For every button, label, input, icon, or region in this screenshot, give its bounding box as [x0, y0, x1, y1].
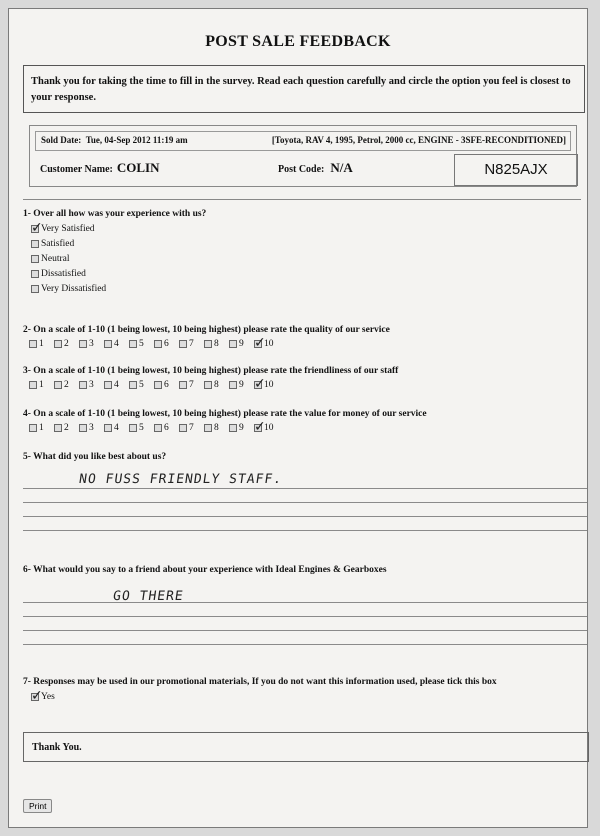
post-code-label: Post Code: [278, 164, 325, 175]
checkbox[interactable] [229, 340, 237, 348]
check-icon: ✓ [254, 376, 266, 392]
answer-line [23, 488, 587, 489]
option-label: Very Dissatisfied [41, 284, 107, 294]
check-icon: ✓ [254, 419, 266, 435]
checkbox[interactable] [54, 424, 62, 432]
scale-label: 5 [139, 423, 144, 433]
scale-option[interactable] [79, 423, 104, 433]
scale-option[interactable] [54, 423, 79, 433]
answer-line [23, 630, 587, 631]
scale-label: 4 [114, 423, 119, 433]
checkbox[interactable] [29, 424, 37, 432]
scale-option[interactable] [229, 380, 254, 390]
scale-option[interactable] [79, 380, 104, 390]
scale-label: 1 [39, 380, 44, 390]
scale-label: 1 [39, 423, 44, 433]
scale-label: 6 [164, 380, 169, 390]
vehicle-details: [Toyota, RAV 4, 1995, Petrol, 2000 cc, ENGINE - 3SFE-RECONDITIONED] [271, 135, 566, 145]
checkbox[interactable] [29, 381, 37, 389]
scale-label: 2 [64, 423, 69, 433]
answer-line [23, 530, 587, 531]
checkbox[interactable] [104, 381, 112, 389]
scale-option[interactable] [254, 335, 279, 351]
scale-label: 8 [214, 380, 219, 390]
question-2: 2- On a scale of 1-10 (1 being lowest, 10 being highest) please rate the quality of our service [23, 325, 390, 335]
post-code-value: N/A [330, 160, 353, 175]
scale-option[interactable] [154, 380, 179, 390]
print-button[interactable]: Print [23, 799, 52, 813]
scale-label: 9 [239, 423, 244, 433]
scale-option[interactable] [179, 339, 204, 349]
question-4: 4- On a scale of 1-10 (1 being lowest, 10 being highest) please rate the value for money of our service [23, 409, 427, 419]
scale-option[interactable] [154, 339, 179, 349]
scale-option[interactable] [29, 423, 54, 433]
scale-option[interactable] [204, 423, 229, 433]
question-3: 3- On a scale of 1-10 (1 being lowest, 10 being highest) please rate the friendliness of our staff [23, 366, 399, 376]
scale-label: 10 [264, 423, 274, 433]
option-label: Yes [41, 692, 55, 702]
checkbox[interactable] [31, 688, 43, 704]
checkbox[interactable] [179, 424, 187, 432]
check-icon: ✓ [254, 335, 266, 351]
sale-info-box [29, 125, 577, 187]
checkbox[interactable] [79, 340, 87, 348]
sold-date-value: Tue, 04-Sep 2012 11:19 am [85, 135, 188, 145]
scale-label: 8 [214, 339, 219, 349]
scale-option[interactable] [179, 380, 204, 390]
scale-label: 7 [189, 380, 194, 390]
checkbox[interactable] [179, 381, 187, 389]
checkbox[interactable] [31, 285, 39, 293]
question-1: 1- Over all how was your experience with us? [23, 209, 207, 219]
registration-box: N825AJX [454, 154, 578, 186]
customer-name-label: Customer Name: [40, 164, 113, 175]
post-code [278, 160, 353, 176]
checkbox[interactable] [229, 424, 237, 432]
checkbox[interactable] [129, 424, 137, 432]
scale-label: 9 [239, 339, 244, 349]
scale-label: 9 [239, 380, 244, 390]
answer-line [23, 602, 587, 603]
scale-option[interactable] [229, 339, 254, 349]
scale-option[interactable] [129, 339, 154, 349]
question-1-option[interactable] [31, 254, 70, 264]
scale-label: 10 [264, 380, 274, 390]
option-label: Satisfied [41, 239, 75, 249]
question-4-scale [29, 419, 279, 435]
option-label: Very Satisfied [41, 224, 95, 234]
checkbox[interactable] [79, 381, 87, 389]
checkbox[interactable] [129, 381, 137, 389]
scale-label: 1 [39, 339, 44, 349]
checkbox[interactable] [31, 255, 39, 263]
scale-label: 7 [189, 339, 194, 349]
checkbox[interactable] [104, 424, 112, 432]
question-1-option[interactable] [31, 220, 95, 236]
checkbox[interactable] [129, 340, 137, 348]
checkbox[interactable] [254, 419, 266, 435]
scale-option[interactable] [129, 423, 154, 433]
answer-line [23, 644, 587, 645]
scale-label: 3 [89, 339, 94, 349]
scale-label: 2 [64, 380, 69, 390]
option-label: Neutral [41, 254, 70, 264]
answer-line [23, 516, 587, 517]
feedback-form [8, 8, 588, 828]
scale-label: 6 [164, 423, 169, 433]
option-label: Dissatisfied [41, 269, 86, 279]
scale-label: 3 [89, 423, 94, 433]
scale-option[interactable] [29, 380, 54, 390]
scale-option[interactable] [29, 339, 54, 349]
sold-date [41, 135, 188, 145]
checkbox[interactable] [31, 270, 39, 278]
question-1-option[interactable] [31, 239, 74, 249]
intro-box: Thank you for taking the time to fill in the survey. Read each question carefully and circle the option you feel is closest to your response. [23, 65, 585, 113]
sold-date-row [35, 131, 571, 151]
scale-label: 5 [139, 380, 144, 390]
scale-option[interactable] [254, 376, 279, 392]
question-1-option[interactable] [31, 284, 106, 294]
scale-option[interactable] [54, 380, 79, 390]
answer-line [23, 616, 587, 617]
checkbox[interactable] [204, 340, 212, 348]
checkbox[interactable] [29, 340, 37, 348]
customer-name-value: COLIN [116, 160, 160, 175]
checkbox[interactable] [204, 424, 212, 432]
scale-label: 2 [64, 339, 69, 349]
checkbox[interactable] [54, 340, 62, 348]
scale-option[interactable] [79, 339, 104, 349]
scale-label: 3 [89, 380, 94, 390]
answer-line [23, 502, 587, 503]
question-5-answer[interactable]: NO FUSS FRIENDLY STAFF. [77, 472, 284, 487]
scale-label: 4 [114, 339, 119, 349]
checkbox[interactable] [31, 220, 43, 236]
scale-option[interactable] [179, 423, 204, 433]
scale-label: 5 [139, 339, 144, 349]
check-icon: ✓ [31, 220, 43, 236]
checkbox[interactable] [204, 381, 212, 389]
scale-label: 10 [264, 339, 274, 349]
sold-date-label: Sold Date: [41, 135, 82, 145]
question-1-option[interactable] [31, 269, 86, 279]
scale-option[interactable] [104, 423, 129, 433]
scale-option[interactable] [204, 380, 229, 390]
scale-option[interactable] [154, 423, 179, 433]
question-6: 6- What would you say to a friend about your experience with Ideal Engines & Gearboxes [23, 565, 387, 575]
scale-label: 8 [214, 423, 219, 433]
checkbox[interactable] [104, 340, 112, 348]
question-2-scale [29, 335, 279, 351]
checkbox[interactable] [54, 381, 62, 389]
question-5: 5- What did you like best about us? [23, 452, 167, 462]
scale-option[interactable] [204, 339, 229, 349]
scale-label: 6 [164, 339, 169, 349]
checkbox[interactable] [229, 381, 237, 389]
checkbox[interactable] [31, 240, 39, 248]
scale-label: 4 [114, 380, 119, 390]
scale-option[interactable] [104, 380, 129, 390]
question-7-option[interactable] [31, 688, 55, 704]
page-title: POST SALE FEEDBACK [205, 33, 391, 50]
checkbox[interactable] [154, 381, 162, 389]
checkbox[interactable] [254, 376, 266, 392]
scale-option[interactable] [129, 380, 154, 390]
thank-you-box: Thank You. [23, 732, 589, 762]
checkbox[interactable] [154, 424, 162, 432]
checkbox[interactable] [154, 340, 162, 348]
question-3-scale [29, 376, 279, 392]
scale-option[interactable] [229, 423, 254, 433]
question-7: 7- Responses may be used in our promotional materials, If you do not want this information used, please tick this box [23, 677, 497, 687]
checkbox[interactable] [254, 335, 266, 351]
check-icon: ✓ [31, 688, 43, 704]
question-6-answer[interactable]: GO THERE [111, 589, 185, 604]
checkbox[interactable] [79, 424, 87, 432]
scale-option[interactable] [254, 419, 279, 435]
customer-name [40, 160, 159, 176]
divider [23, 199, 581, 200]
scale-option[interactable] [104, 339, 129, 349]
scale-option[interactable] [54, 339, 79, 349]
checkbox[interactable] [179, 340, 187, 348]
scale-label: 7 [189, 423, 194, 433]
